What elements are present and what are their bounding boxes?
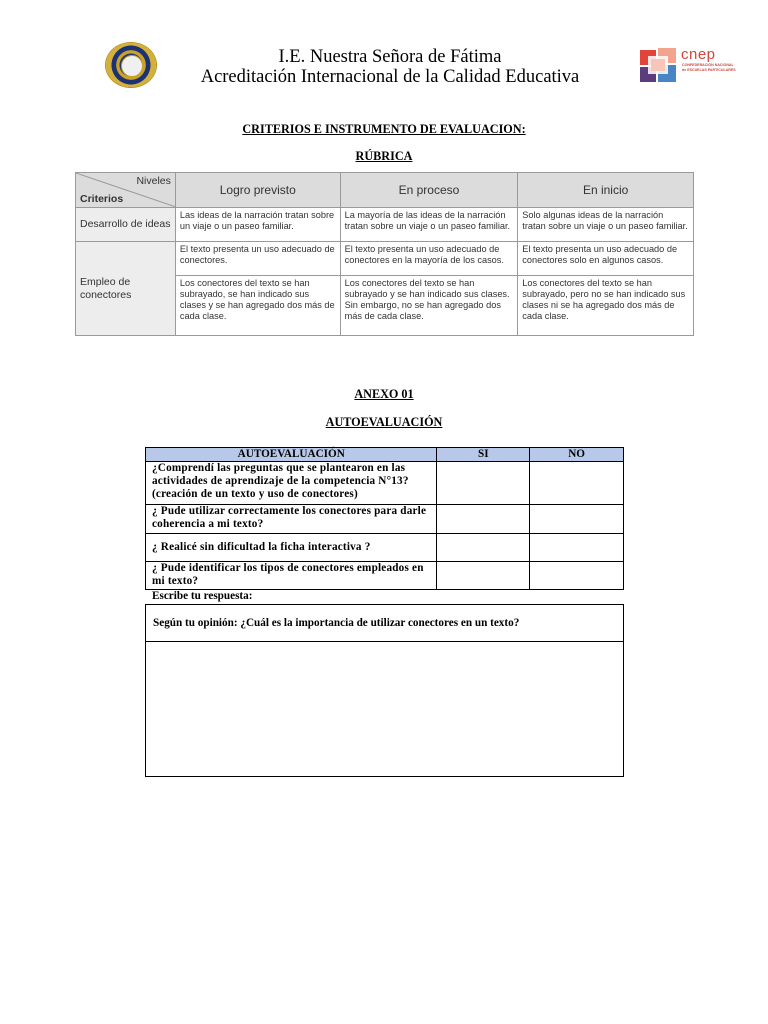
response-question: Según tu opinión: ¿Cuál es la importancia de utilizar conectores en un texto?: [146, 605, 623, 642]
rubric-cell: El texto presenta un uso adecuado de conectores en la mayoría de los casos.: [340, 242, 518, 276]
accreditation-line: Acreditación Internacional de la Calidad Educativa: [200, 67, 580, 87]
rubric-table: [75, 172, 694, 336]
rubric-level-header: Logro previsto: [175, 173, 340, 208]
cnep-wordmark: cnep: [681, 46, 716, 63]
self-assessment-question: ¿Comprendí las preguntas que se plantearon en las actividades de aprendizaje de la competencia N°13? (creación de un texto y uso de conectores): [146, 462, 437, 505]
rubric-cell: Los conectores del texto se han subrayado, se han indicado sus clases y se han agregado dos más de cada clase.: [175, 276, 340, 336]
response-answer-area[interactable]: [146, 643, 623, 776]
si-answer-cell[interactable]: [437, 534, 530, 562]
annex-subtitle: AUTOEVALUACIÓN: [325, 415, 443, 429]
self-assessment-header: AUTOEVALUACIÓN: [146, 448, 437, 462]
rubric-cell: Las ideas de la narración tratan sobre un viaje o un paseo familiar.: [175, 208, 340, 242]
self-assessment-table: [145, 447, 624, 590]
rubric-level-header: En inicio: [518, 173, 694, 208]
school-name: I.E. Nuestra Señora de Fátima: [278, 47, 502, 67]
rubric-cell: Los conectores del texto se han subrayado, pero no se han indicado sus clases ni se ha agregado dos más de cada clase.: [518, 276, 694, 336]
annex-title: ANEXO 01: [354, 387, 414, 401]
self-assessment-question: ¿ Pude utilizar correctamente los conectores para darle coherencia a mi texto?: [146, 505, 437, 534]
self-assessment-question: ¿ Realicé sin dificultad la ficha interactiva ?: [146, 534, 437, 562]
self-assessment-question: ¿ Pude identificar los tipos de conectores empleados en mi texto?: [146, 562, 437, 590]
rubric-cell: La mayoría de las ideas de la narración tratan sobre un viaje o un paseo familiar.: [340, 208, 518, 242]
si-answer-cell[interactable]: [437, 462, 530, 505]
no-answer-cell[interactable]: [530, 562, 624, 590]
section-title: CRITERIOS E INSTRUMENTO DE EVALUACION:: [242, 122, 526, 136]
no-answer-cell[interactable]: [530, 534, 624, 562]
rubric-cell: Los conectores del texto se han subrayado y se han indicado sus clases. Sin embargo, no se han agregado dos más de cada clase.: [340, 276, 518, 336]
rubric-cell: El texto presenta un uso adecuado de conectores solo en algunos casos.: [518, 242, 694, 276]
no-answer-cell[interactable]: [530, 505, 624, 534]
si-answer-cell[interactable]: [437, 505, 530, 534]
no-answer-cell[interactable]: [530, 462, 624, 505]
rubric-criterion: Desarrollo de ideas: [76, 208, 176, 242]
rubric-criteria-label: Criterios: [80, 193, 124, 205]
rubric-criterion: Empleo de conectores: [76, 242, 176, 336]
rubric-title: RÚBRICA: [355, 149, 413, 163]
rubric-cell: El texto presenta un uso adecuado de conectores.: [175, 242, 340, 276]
si-header: SI: [437, 448, 530, 462]
rubric-corner-cell: [76, 173, 176, 208]
school-seal-center: [121, 55, 143, 77]
rubric-level-header: En proceso: [340, 173, 518, 208]
cnep-subtitle: CONFEDERACIÓN NACIONAL de ESCUELAS PARTICULARES: [682, 63, 736, 72]
cnep-logo-icon: [638, 46, 678, 84]
response-box: [145, 604, 624, 777]
no-header: NO: [530, 448, 624, 462]
rubric-cell: Solo algunas ideas de la narración tratan sobre un viaje o un paseo familiar.: [518, 208, 694, 242]
si-answer-cell[interactable]: [437, 562, 530, 590]
response-instruction: Escribe tu respuesta:: [152, 590, 253, 602]
rubric-levels-label: Niveles: [136, 175, 171, 187]
